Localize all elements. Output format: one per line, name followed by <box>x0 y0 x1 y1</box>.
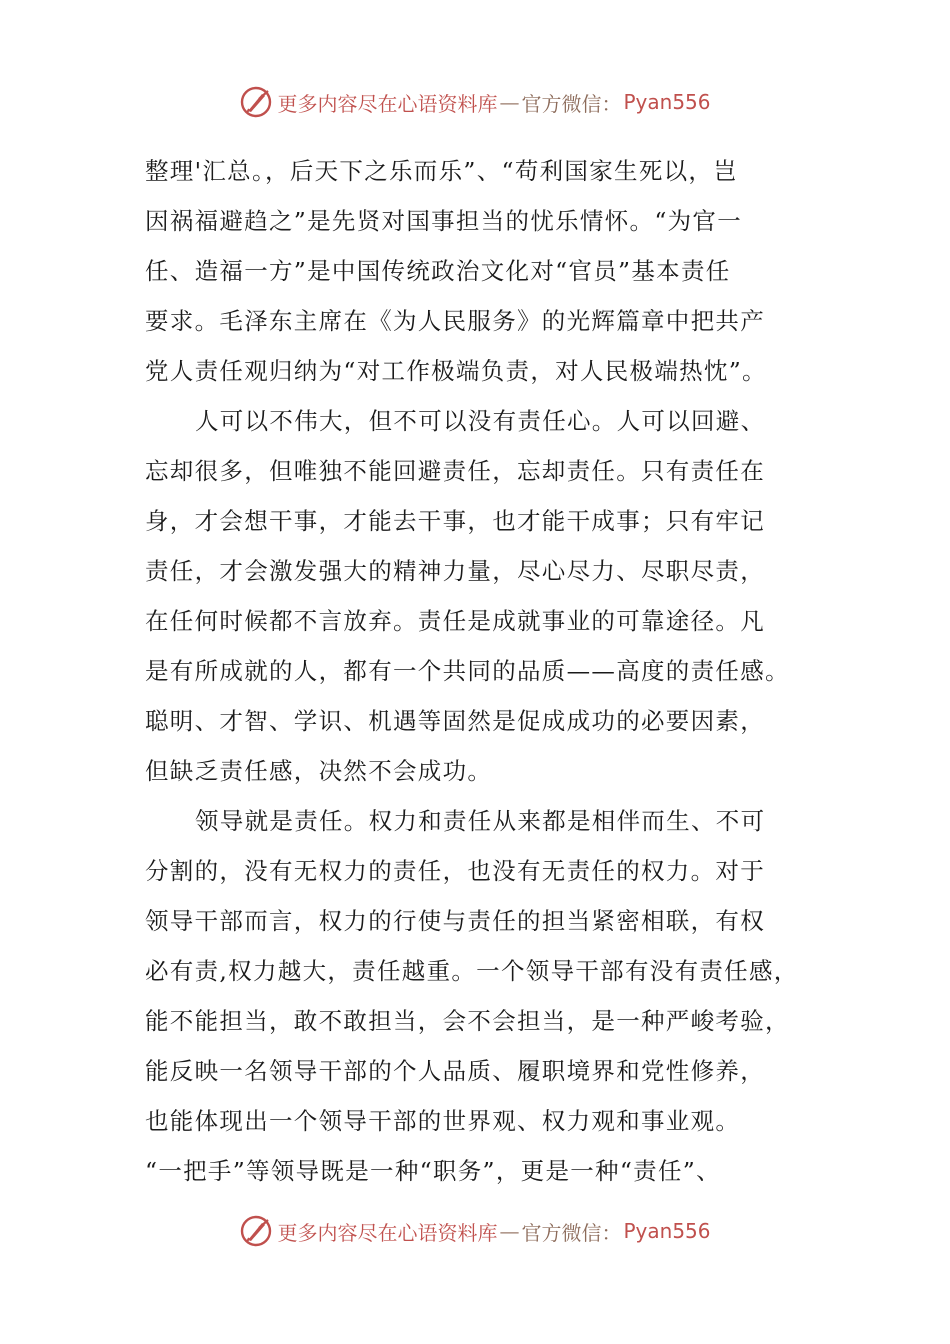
footer-wechat-id: Pyan556 <box>623 1219 711 1243</box>
header-dash: — <box>499 90 520 114</box>
quill-logo-icon <box>239 85 273 119</box>
header-wechat-label: 官方微信： <box>521 91 622 116</box>
quill-logo-icon <box>239 1214 273 1248</box>
text-line: 也能体现出一个领导干部的世界观、权力观和事业观。 <box>145 1107 741 1135</box>
text-line: 分割的，没有无权力的责任，也没有无责任的权力。对于 <box>145 857 765 885</box>
text-line: 党人责任观归纳为“对工作极端负责，对人民极端热忱”。 <box>145 357 767 385</box>
text-line: 聪明、才智、学识、机遇等固然是促成成功的必要因素， <box>145 707 765 735</box>
header-wechat-id: Pyan556 <box>623 90 711 114</box>
footer-slogan: 更多内容尽在心语资料库 <box>277 1220 498 1245</box>
text-line: 但缺乏责任感，决然不会成功。 <box>145 757 493 785</box>
text-line: 任、造福一方”是中国传统政治文化对“官员”基本责任 <box>145 257 731 285</box>
text-line: 能反映一名领导干部的个人品质、履职境界和党性修养， <box>145 1057 765 1085</box>
text-line: 能不能担当，敢不敢担当，会不会担当，是一种严峻考验， <box>145 1007 790 1035</box>
document-body <box>145 146 813 1196</box>
header-watermark <box>0 82 950 122</box>
text-line: 必有责,权力越大，责任越重。一个领导干部有没有责任感， <box>145 957 799 985</box>
text-line: 领导干部而言，权力的行使与责任的担当紧密相联，有权 <box>145 907 765 935</box>
text-line: “一把手”等领导既是一种“职务”，更是一种“责任”、 <box>145 1157 721 1185</box>
header-slogan: 更多内容尽在心语资料库 <box>277 91 498 116</box>
text-line: 整理'汇总。，后天下之乐而乐”、“苟利国家生死以，岂 <box>145 157 739 185</box>
text-line: 在任何时候都不言放弃。责任是成就事业的可靠途径。凡 <box>145 607 765 635</box>
text-line: 因祸福避趋之”是先贤对国事担当的忧乐情怀。“为官一 <box>145 207 743 235</box>
paragraph-start-line: 人可以不伟大，但不可以没有责任心。人可以回避、 <box>195 407 766 435</box>
text-line: 身，才会想干事，才能去干事，也才能干成事；只有牢记 <box>145 507 765 535</box>
footer-dash: — <box>499 1219 520 1243</box>
paragraph-start-line: 领导就是责任。权力和责任从来都是相伴而生、不可 <box>195 807 766 835</box>
text-line: 是有所成就的人，都有一个共同的品质——高度的责任感。 <box>145 657 790 685</box>
footer-wechat-label: 官方微信： <box>521 1220 622 1245</box>
text-line: 责任，才会激发强大的精神力量，尽心尽力、尽职尽责， <box>145 557 765 585</box>
text-line: 要求。毛泽东主席在《为人民服务》的光辉篇章中把共产 <box>145 307 765 335</box>
text-line: 忘却很多，但唯独不能回避责任，忘却责任。只有责任在 <box>145 457 765 485</box>
footer-watermark <box>0 1211 950 1251</box>
